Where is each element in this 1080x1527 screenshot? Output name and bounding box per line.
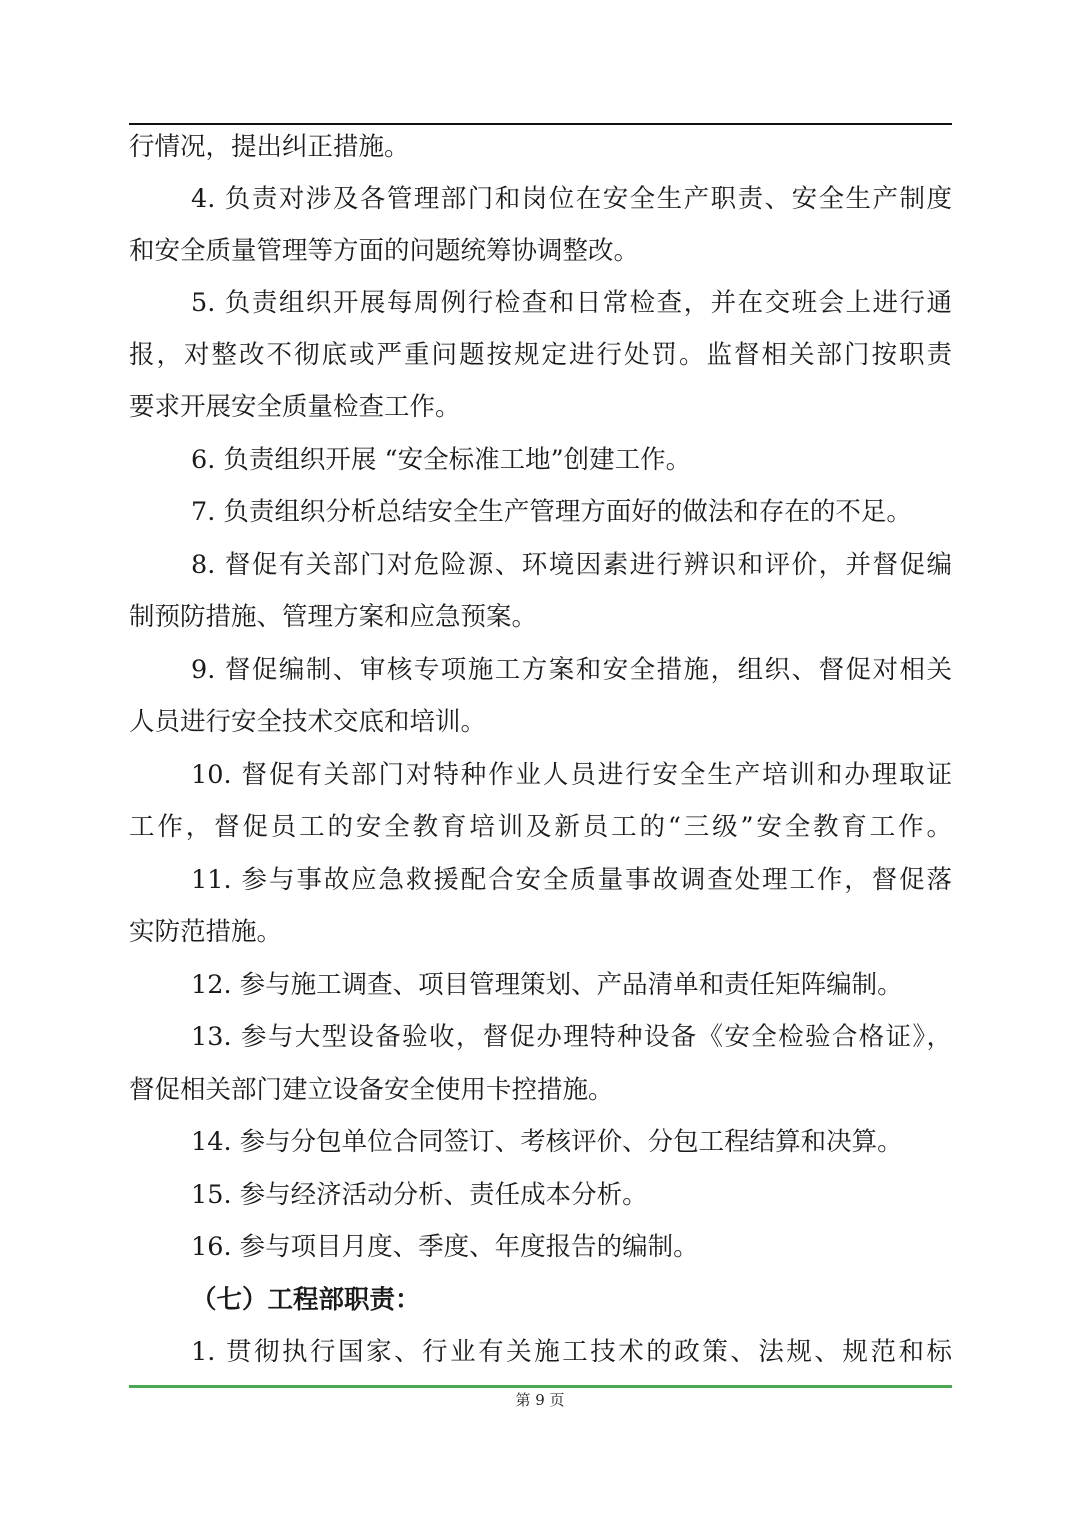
paragraph-line: 8. 督促有关部门对危险源、环境因素进行辨识和评价，并督促编 (191, 550, 952, 580)
paragraph-line: 13. 参与大型设备验收，督促办理特种设备《安全检验合格证》， (191, 1022, 952, 1052)
paragraph-line: 人员进行安全技术交底和培训。 (129, 707, 487, 737)
paragraph-line: 16. 参与项目月度、季度、年度报告的编制。 (191, 1232, 699, 1262)
paragraph-line: 14. 参与分包单位合同签订、考核评价、分包工程结算和决算。 (191, 1127, 903, 1157)
paragraph-line: 工作，督促员工的安全教育培训及新员工的“三级”安全教育工作。 (129, 812, 952, 842)
paragraph-line: 制预防措施、管理方案和应急预案。 (129, 602, 538, 632)
paragraph-line: 督促相关部门建立设备安全使用卡控措施。 (129, 1075, 614, 1105)
page-number: 第 9 页 (515, 1391, 565, 1409)
paragraph-line: 和安全质量管理等方面的问题统筹协调整改。 (129, 236, 640, 266)
paragraph-line: 9. 督促编制、审核专项施工方案和安全措施，组织、督促对相关 (191, 655, 952, 685)
paragraph-line: 6. 负责组织开展 “安全标准工地”创建工作。 (191, 445, 692, 475)
footer-rule (129, 1385, 952, 1388)
paragraph-line: 行情况，提出纠正措施。 (129, 132, 410, 162)
paragraph-line: 1. 贯彻执行国家、行业有关施工技术的政策、法规、规范和标 (191, 1337, 952, 1367)
paragraph-line: 7. 负责组织分析总结安全生产管理方面好的做法和存在的不足。 (191, 497, 912, 527)
section-heading: （七）工程部职责： (191, 1285, 421, 1315)
paragraph-line: 11. 参与事故应急救援配合安全质量事故调查处理工作，督促落 (191, 865, 952, 895)
paragraph-line: 15. 参与经济活动分析、责任成本分析。 (191, 1180, 648, 1210)
paragraph-line: 要求开展安全质量检查工作。 (129, 392, 461, 422)
paragraph-line: 报，对整改不彻底或严重问题按规定进行处罚。监督相关部门按职责 (129, 340, 952, 370)
paragraph-line: 10. 督促有关部门对特种作业人员进行安全生产培训和办理取证 (191, 760, 952, 790)
paragraph-line: 4. 负责对涉及各管理部门和岗位在安全生产职责、安全生产制度 (191, 184, 952, 214)
paragraph-line: 12. 参与施工调查、项目管理策划、产品清单和责任矩阵编制。 (191, 970, 903, 1000)
paragraph-line: 5. 负责组织开展每周例行检查和日常检查，并在交班会上进行通 (191, 288, 952, 318)
paragraph-line: 实防范措施。 (129, 917, 283, 947)
